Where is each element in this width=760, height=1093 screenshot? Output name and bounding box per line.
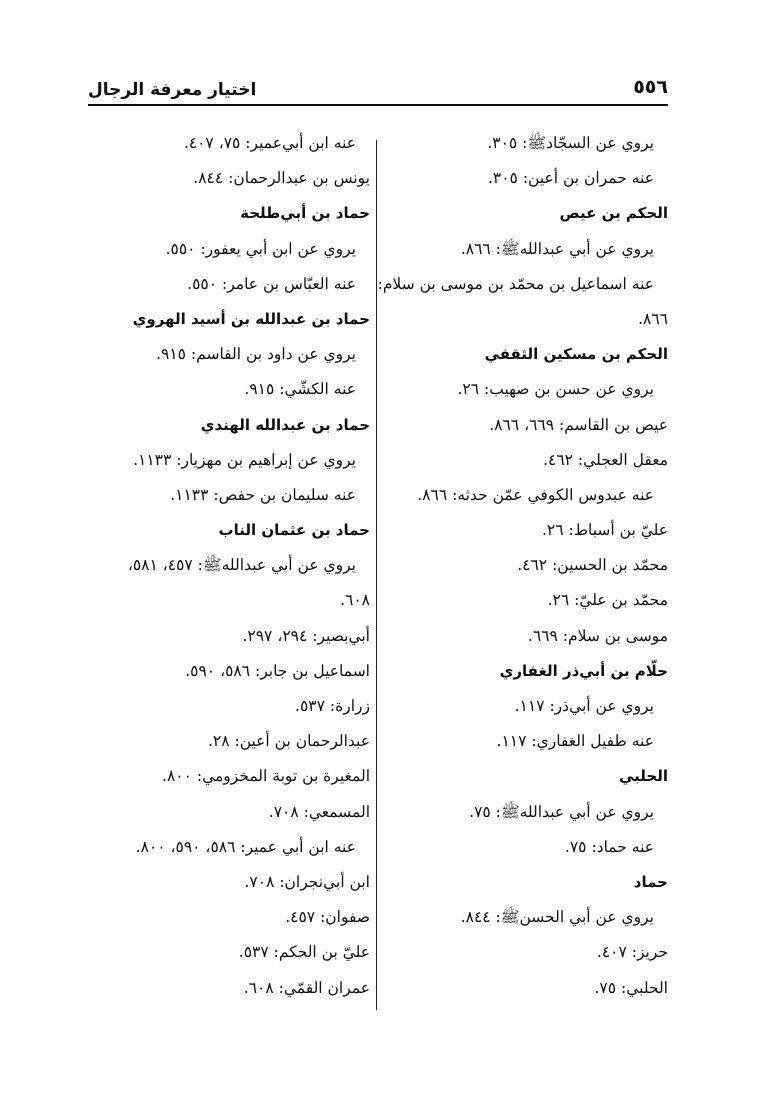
narrator-heading: الحكم بن عيص <box>559 204 668 223</box>
index-entry: يروي عن أبي الحسنﷺ: ٨٤٤. <box>460 908 654 927</box>
column-divider <box>376 140 377 1010</box>
index-entry: عليّ بن أسباط: ٢٦. <box>541 521 668 540</box>
index-entry: المسمعي: ٧٠٨. <box>268 802 370 821</box>
index-entry: عنه حمران بن أعين: ٣٠٥. <box>487 169 654 188</box>
index-entry: يروي عن أبي عبداللهﷺ: ٤٥٧، ٥٨١، <box>127 556 356 575</box>
index-column-right <box>377 126 668 1006</box>
index-entry: عنه حماد: ٧٥. <box>564 837 654 856</box>
index-entry: عنه سليمان بن حفص: ١١٣٣. <box>170 485 356 504</box>
index-entry: ٨٦٦. <box>638 309 668 328</box>
index-entry: يروي عن ابن أبي يعفور: ٥٥٠. <box>165 239 356 258</box>
index-entry: الحلبي: ٧٥. <box>594 978 668 997</box>
narrator-heading: حماد بن عبدالله بن أسيد الهروي <box>132 309 370 328</box>
narrator-heading: حماد <box>633 872 668 891</box>
book-title: اختيار معرفة الرجال <box>88 80 257 100</box>
index-entry: ٦٠٨. <box>340 591 370 610</box>
index-entry: صفوان: ٤٥٧. <box>285 908 370 927</box>
index-entry: عنه عبدوس الكوفي عمّن حدثه: ٨٦٦. <box>417 485 654 504</box>
index-entry: عبدالرحمان بن أعين: ٢٨. <box>207 732 370 751</box>
index-entry: عنه ابن أبي عمير: ٥٨٦، ٥٩٠، ٨٠٠. <box>135 837 356 856</box>
index-entry: أبي‌بصير: ٢٩٤، ٢٩٧. <box>242 626 370 645</box>
narrator-heading: حماد بن عثمان الناب <box>218 521 370 540</box>
index-entry: اسماعيل بن جابر: ٥٨٦، ٥٩٠. <box>185 661 370 680</box>
index-entry: عيص بن القاسم: ٦٦٩، ٨٦٦. <box>489 415 668 434</box>
index-entry: عنه اسماعيل بن محمّد بن موسى بن سلام: <box>377 274 654 293</box>
index-entry: حريز: ٤٠٧. <box>596 943 668 962</box>
narrator-heading: حماد بن عبدالله الهندي <box>200 415 370 434</box>
index-entry: عنه ابن أبي‌عمير: ٧٥، ٤٠٧. <box>183 134 356 152</box>
index-entry: عنه طفيل الغفاري: ١١٧. <box>496 732 654 751</box>
index-entry: يروي عن داود بن القاسم: ٩١٥. <box>156 345 356 364</box>
index-entry: ابن أبي‌نجران: ٧٠٨. <box>244 872 370 891</box>
index-entry: يونس بن عبدالرحمان: ٨٤٤. <box>193 169 370 188</box>
index-entry: يروي عن حسن بن صهيب: ٢٦. <box>457 380 654 399</box>
index-entry: يروي عن السجّادﷺ: ٣٠٥. <box>487 134 654 152</box>
narrator-heading: حماد بن أبي‌طلحة <box>240 204 370 223</box>
index-entry: يروي عن أبي عبداللهﷺ: ٧٥. <box>469 802 654 821</box>
index-column-left <box>90 126 370 1006</box>
index-entry: يروي عن أبي عبداللهﷺ: ٨٦٦. <box>460 239 654 258</box>
narrator-heading: الحلبي <box>618 767 668 786</box>
index-entry: عليّ بن الحكم: ٥٣٧. <box>238 943 370 962</box>
index-entry: عنه الكشّي: ٩١٥. <box>244 380 356 399</box>
index-entry: زرارة: ٥٣٧. <box>295 697 370 715</box>
index-entry: محمّد بن الحسين: ٤٦٢. <box>517 556 668 575</box>
index-entry: محمّد بن عليّ: ٢٦. <box>547 591 668 610</box>
index-entry: موسى بن سلام: ٦٦٩. <box>527 626 668 645</box>
page-header <box>88 68 668 106</box>
page-number: ٥٥٦ <box>633 76 668 98</box>
index-entry: عمران القمّي: ٦٠٨. <box>243 978 370 997</box>
index-entry: يروي عن إبراهيم بن مهزيار: ١١٣٣. <box>133 450 356 469</box>
index-entry: المغيرة بن توبة المخزومي: ٨٠٠. <box>162 767 370 786</box>
index-entry: يروي عن أبي‌ذر: ١١٧. <box>514 697 654 715</box>
index-entry: معقل العجلي: ٤٦٢. <box>543 450 668 469</box>
index-entry: عنه العبّاس بن عامر: ٥٥٠. <box>187 274 356 293</box>
narrator-heading: الحكم بن مسكين الثقفي <box>484 345 668 364</box>
narrator-heading: حلّام بن أبي‌ذر الغفاري <box>499 661 668 680</box>
